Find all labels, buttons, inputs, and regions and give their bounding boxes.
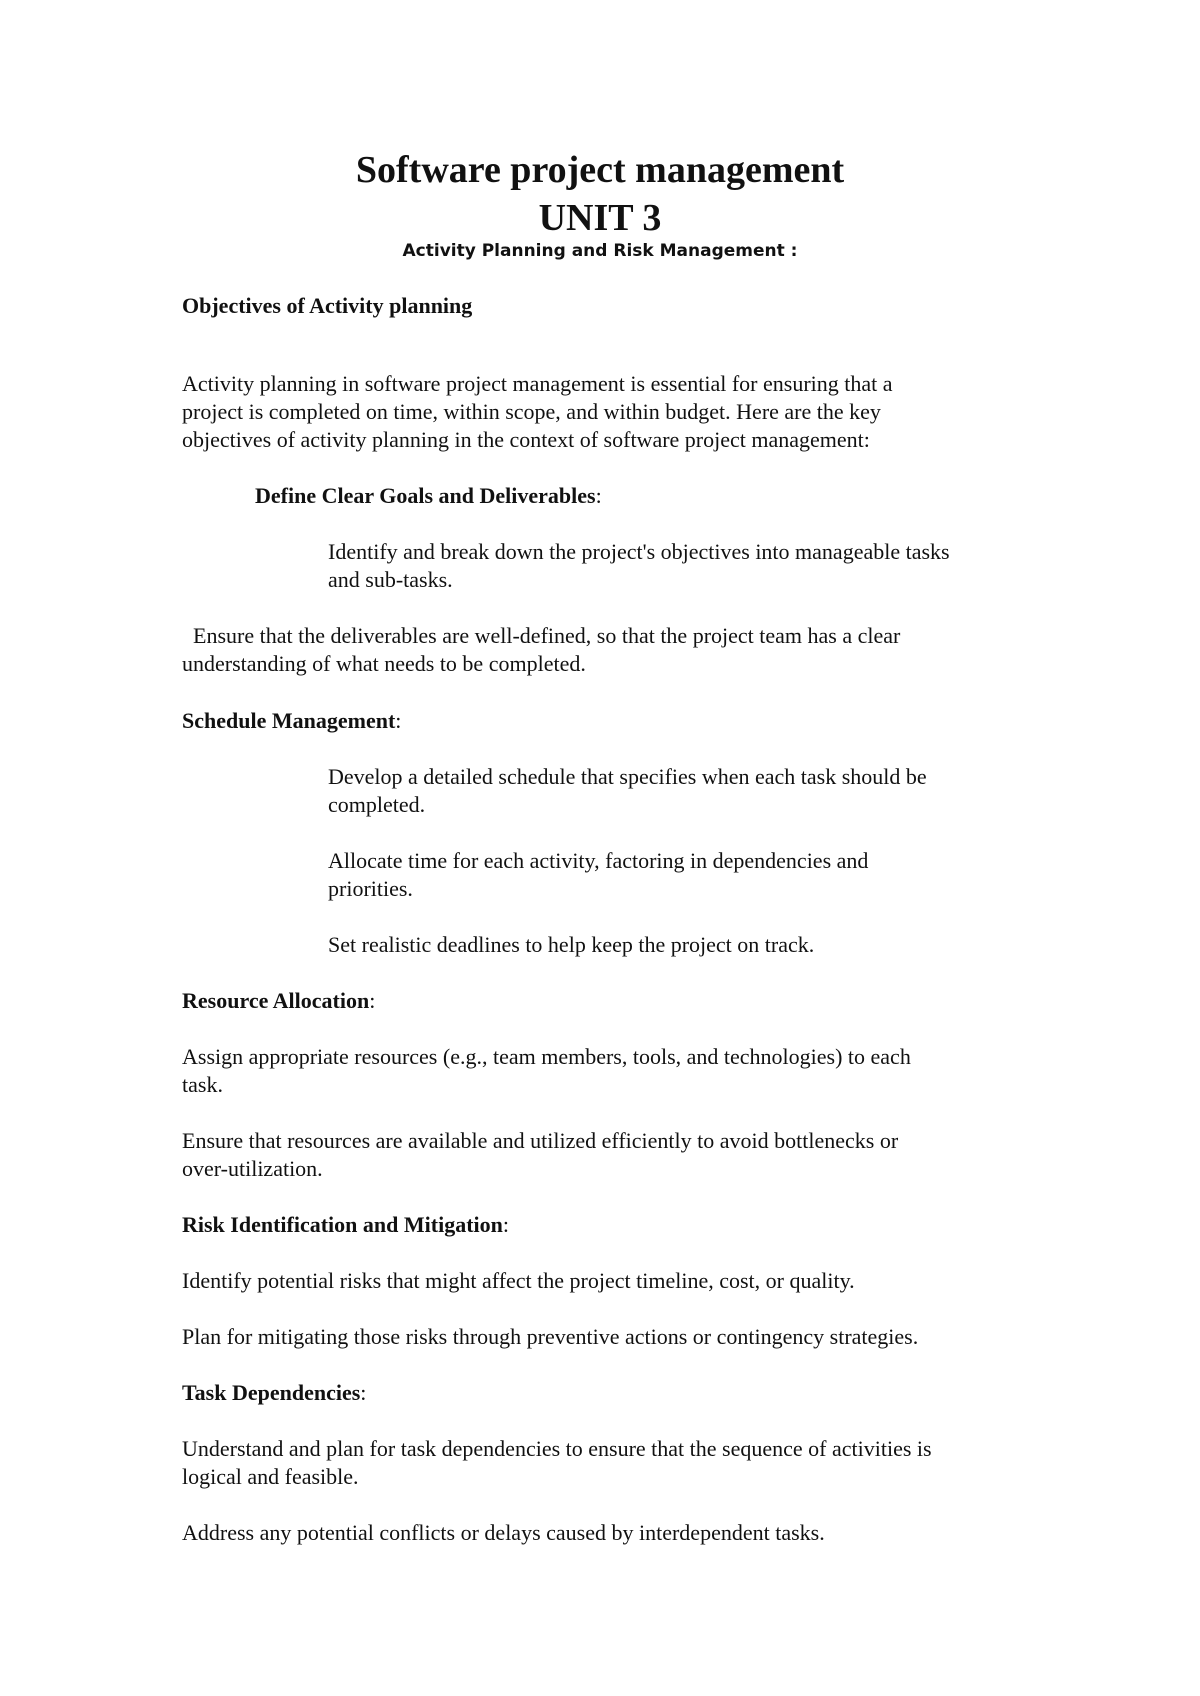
paragraph-line: Identify and break down the project's objectives into manageable tasks — [328, 539, 950, 564]
paragraph-line: over-utilization. — [182, 1156, 323, 1181]
unit-heading: UNIT 3 — [538, 197, 662, 239]
intro-line: project is completed on time, within scope, and within budget. Here are the key — [182, 399, 881, 424]
paragraph-line: Address any potential conflicts or delays caused by interdependent tasks. — [182, 1520, 825, 1545]
paragraph-line: Allocate time for each activity, factoring in dependencies and — [328, 848, 869, 873]
intro-line: objectives of activity planning in the context of software project management: — [182, 427, 870, 452]
paragraph-line: Plan for mitigating those risks through preventive actions or contingency strategies. — [182, 1324, 919, 1349]
heading-colon: : — [595, 483, 602, 508]
section-heading-risk — [182, 1211, 509, 1239]
paragraph-line: task. — [182, 1072, 223, 1097]
paragraph-line: Identify potential risks that might affect the project timeline, cost, or quality. — [182, 1268, 855, 1293]
heading-colon: : — [395, 708, 402, 733]
heading-colon: : — [369, 988, 376, 1013]
section-heading-schedule — [182, 707, 401, 735]
objectives-heading: Objectives of Activity planning — [182, 293, 473, 318]
paragraph-line: Develop a detailed schedule that specifies when each task should be — [328, 764, 927, 789]
heading-colon: : — [360, 1380, 367, 1405]
section-heading-resource — [182, 987, 375, 1015]
document-subtitle: Activity Planning and Risk Management : — [402, 241, 798, 261]
section-heading-text: Schedule Management — [182, 708, 396, 733]
paragraph-line: understanding of what needs to be completed. — [182, 651, 586, 676]
paragraph-line: Set realistic deadlines to help keep the project on track. — [328, 932, 815, 957]
paragraph-line: and sub-tasks. — [328, 567, 453, 592]
heading-colon: : — [502, 1212, 509, 1237]
intro-line: Activity planning in software project management is essential for ensuring that a — [182, 371, 893, 396]
paragraph-line: logical and feasible. — [182, 1464, 359, 1489]
paragraph-line: priorities. — [328, 876, 413, 901]
document-title: Software project management — [355, 149, 845, 191]
paragraph-line: Assign appropriate resources (e.g., team members, tools, and technologies) to each — [182, 1044, 911, 1069]
section-heading-text: Define Clear Goals and Deliverables — [255, 483, 596, 508]
paragraph-line: completed. — [328, 792, 426, 817]
paragraph-line: Ensure that resources are available and utilized efficiently to avoid bottlenecks or — [182, 1128, 899, 1153]
section-heading-goals — [255, 482, 602, 510]
section-heading-dependencies — [182, 1379, 366, 1407]
paragraph-line: Understand and plan for task dependencies to ensure that the sequence of activities is — [182, 1436, 932, 1461]
section-heading-text: Risk Identification and Mitigation — [182, 1212, 503, 1237]
paragraph-line: Ensure that the deliverables are well-defined, so that the project team has a clear — [182, 623, 901, 648]
section-heading-text: Task Dependencies — [182, 1380, 361, 1405]
section-heading-text: Resource Allocation — [182, 988, 370, 1013]
